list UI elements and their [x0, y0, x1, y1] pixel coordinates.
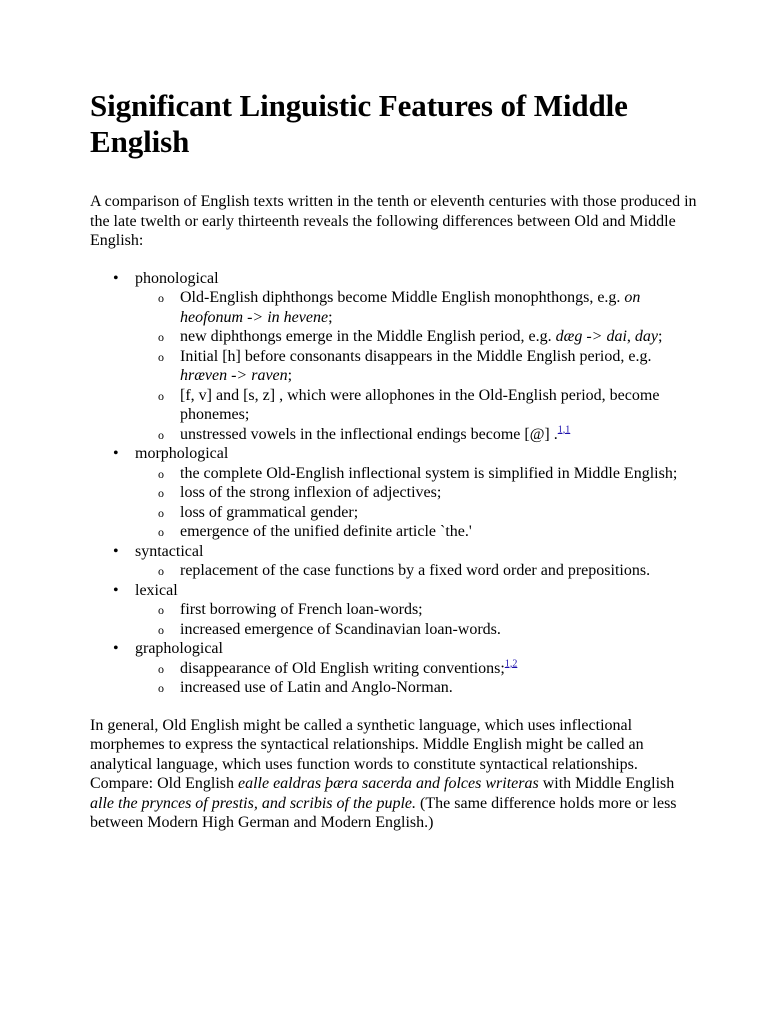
circle-bullet-icon: o — [158, 603, 164, 617]
bullet-icon: • — [113, 640, 119, 657]
bullet-icon: • — [113, 445, 119, 462]
category-heading: lexical — [135, 581, 178, 599]
feature-sublist — [135, 600, 698, 639]
footnote-ref-link[interactable]: 1,2 — [504, 658, 518, 670]
text-run: ; — [328, 308, 333, 326]
text-run: increased use of Latin and Anglo-Norman. — [180, 679, 453, 696]
text-run: emergence of the unified definite article `the.' — [180, 523, 472, 540]
list-item — [158, 522, 698, 542]
italic-example-text: alle the prynces of prestis, and scribis of the puple. — [90, 794, 417, 812]
bullet-icon: • — [113, 269, 119, 287]
closing-paragraph — [90, 716, 698, 833]
circle-bullet-icon: o — [158, 681, 164, 695]
text-run: increased emergence of Scandinavian loan-words. — [180, 620, 501, 638]
feature-category-phonological — [113, 269, 698, 445]
category-heading: phonological — [135, 269, 219, 287]
text-run: In general, Old English might be called a synthetic language, which uses inflectional morphemes to express the syntactical relationships. Middle English might be called an analytical language, which uses function words to constitute syntactical relationships. Compare: Old English — [90, 716, 644, 792]
text-run: ; — [658, 328, 663, 345]
text-run: , — [626, 328, 635, 345]
list-item — [158, 678, 698, 698]
circle-bullet-icon: o — [158, 349, 164, 364]
text-run: with Middle English — [538, 775, 675, 792]
text-run: [f, v] and [s, z] , which were allophones in the Old-English period, become phonemes; — [180, 386, 660, 423]
circle-bullet-icon: o — [158, 622, 164, 637]
text-run: loss of grammatical gender; — [180, 503, 359, 521]
list-item — [158, 327, 698, 347]
circle-bullet-icon: o — [158, 505, 164, 520]
list-item — [158, 347, 698, 386]
text-run: (The same difference holds more or less between Modern High German and Modern English.) — [90, 794, 677, 831]
list-item — [158, 658, 698, 679]
feature-category-morphological — [113, 444, 698, 542]
text-run: disappearance of Old English writing conventions; — [180, 659, 505, 677]
circle-bullet-icon: o — [158, 466, 164, 481]
italic-example-text: dæg -> dai — [555, 328, 627, 345]
page-title: Significant Linguistic Features of Middle English — [90, 88, 628, 159]
intro-paragraph: A comparison of English texts written in the tenth or eleventh centuries with those produced in the late twelth or early thirteenth reveals the following differences between Old and Middle English: — [90, 193, 697, 249]
list-item — [158, 386, 698, 425]
circle-bullet-icon: o — [158, 330, 164, 344]
feature-list — [90, 269, 698, 698]
list-item — [158, 620, 698, 640]
feature-category-syntactical — [113, 542, 698, 581]
circle-bullet-icon: o — [158, 564, 164, 578]
circle-bullet-icon: o — [158, 427, 164, 442]
italic-example-text: ealle ealdras þæra sacerda and folces writeras — [237, 775, 539, 792]
category-heading: morphological — [135, 445, 229, 462]
list-item — [158, 600, 698, 620]
list-item — [158, 288, 698, 327]
text-run: Initial [h] before consonants disappears in the Middle English period, e.g. — [180, 347, 652, 365]
list-item — [158, 464, 698, 484]
circle-bullet-icon: o — [158, 291, 164, 305]
circle-bullet-icon: o — [158, 661, 164, 676]
bullet-icon: • — [113, 542, 119, 560]
category-heading: syntactical — [135, 542, 204, 560]
circle-bullet-icon: o — [158, 525, 164, 539]
feature-sublist — [135, 659, 698, 698]
feature-category-lexical — [113, 581, 698, 640]
circle-bullet-icon: o — [158, 486, 164, 500]
feature-sublist — [135, 464, 698, 542]
list-item — [158, 561, 698, 581]
text-run: replacement of the case functions by a fixed word order and prepositions. — [180, 562, 651, 579]
text-run: unstressed vowels in the inflectional endings become [@] . — [180, 425, 558, 443]
text-run: ; — [287, 367, 293, 384]
text-run: new diphthongs emerge in the Middle English period, e.g. — [180, 328, 556, 345]
list-item — [158, 424, 698, 445]
circle-bullet-icon: o — [158, 388, 164, 403]
text-run: the complete Old-English inflectional system is simplified in Middle English; — [180, 464, 678, 482]
text-run: first borrowing of French loan-words; — [180, 601, 423, 618]
italic-example-text: on heofonum -> in hevene — [180, 289, 641, 326]
footnote-ref-link[interactable]: 1,1 — [557, 424, 571, 436]
text-run: loss of the strong inflexion of adjectives; — [180, 484, 442, 501]
text-run: Old-English diphthongs become Middle English monophthongs, e.g. — [180, 289, 625, 306]
feature-category-graphological — [113, 639, 698, 698]
bullet-icon: • — [113, 581, 119, 599]
list-item — [158, 483, 698, 503]
italic-example-text: day — [634, 328, 658, 345]
list-item — [158, 503, 698, 523]
feature-sublist — [135, 561, 698, 581]
feature-sublist — [135, 288, 698, 444]
italic-example-text: hræven -> raven — [180, 367, 288, 384]
category-heading: graphological — [135, 640, 223, 657]
